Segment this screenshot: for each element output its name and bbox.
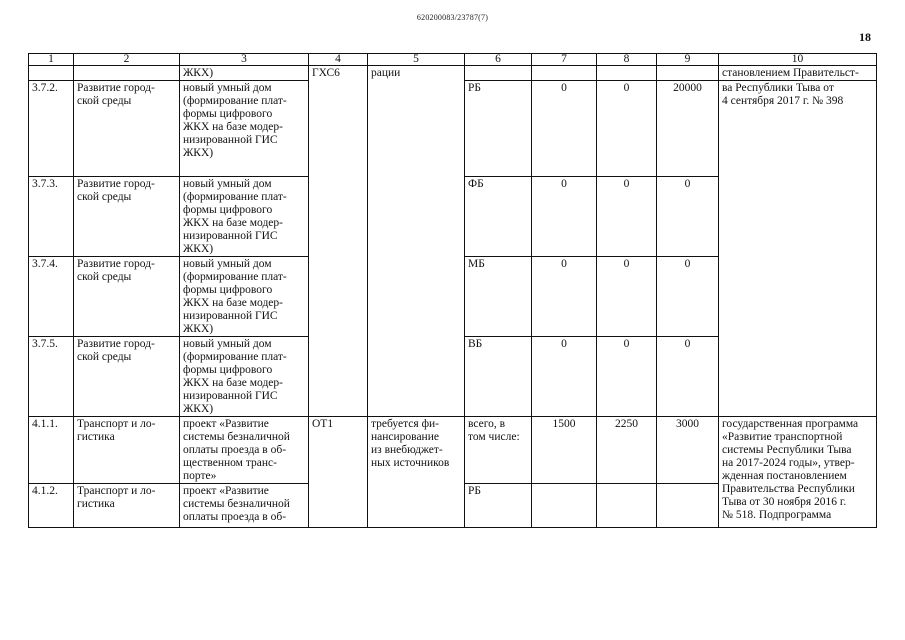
program-table (28, 53, 877, 528)
col-number-6: 6 (465, 54, 532, 66)
value-year-2 (597, 484, 657, 528)
document-id: 620200083/23787(7) (416, 13, 489, 22)
direction-name: Развитие город- ской среды (74, 177, 180, 257)
row-number: 3.7.3. (29, 177, 74, 257)
funding-source: всего, в том числе: (465, 417, 532, 484)
basis-document: государственная программа «Развитие транспортной системы Республики Тыва на 2017-2024 годы», утвер- жденная постановлением Правительства Республики Тыва от 30 ноября 2016 г. № 518. Подпрограмма (719, 417, 877, 528)
col-number-4: 4 (309, 54, 368, 66)
row-number: 3.7.4. (29, 257, 74, 337)
value-year-3: 20000 (657, 81, 719, 177)
value-year-2: 2250 (597, 417, 657, 484)
direction-name: Развитие город- ской среды (74, 337, 180, 417)
row-number: 4.1.2. (29, 484, 74, 528)
funding-source: МБ (465, 257, 532, 337)
col-number-3: 3 (180, 54, 309, 66)
basis-document: ва Республики Тыва от 4 сентября 2017 г. № 398 (719, 81, 877, 417)
col-number-1: 1 (29, 54, 74, 66)
row-number: 3.7.2. (29, 81, 74, 177)
value-year-1: 1500 (532, 417, 597, 484)
project-name: проект «Развитие системы безналичной оплаты проезда в об- (180, 484, 309, 528)
project-code: ОТ1 (309, 417, 368, 528)
cell-code-continuation: ГХС6 (309, 66, 368, 417)
value-year-3: 0 (657, 257, 719, 337)
project-name: новый умный дом (формирование плат- формы цифрового ЖКХ на базе модер- низированной ГИС ЖКХ) (180, 257, 309, 337)
value-year-1 (532, 484, 597, 528)
row-number: 4.1.1. (29, 417, 74, 484)
direction-name: Транспорт и ло- гистика (74, 417, 180, 484)
col-number-10: 10 (719, 54, 877, 66)
col-number-5: 5 (368, 54, 465, 66)
project-name: новый умный дом (формирование плат- формы цифрового ЖКХ на базе модер- низированной ГИС ЖКХ) (180, 177, 309, 257)
direction-name: Транспорт и ло- гистика (74, 484, 180, 528)
value-year-2: 0 (597, 257, 657, 337)
value-year-2: 0 (597, 177, 657, 257)
project-name: новый умный дом (формирование плат- формы цифрового ЖКХ на базе модер- низированной ГИС ЖКХ) (180, 337, 309, 417)
table-row-continuation (29, 66, 877, 81)
col-number-8: 8 (597, 54, 657, 66)
project-name: новый умный дом (формирование плат- формы цифрового ЖКХ на базе модер- низированной ГИС ЖКХ) (180, 81, 309, 177)
funding-note: требуется фи- нансирование из внебюджет- ных источников (368, 417, 465, 528)
funding-source: РБ (465, 484, 532, 528)
column-number-row (29, 54, 877, 66)
cell-project-continuation: ЖКХ) (180, 66, 309, 81)
value-year-3: 0 (657, 177, 719, 257)
direction-name: Развитие город- ской среды (74, 257, 180, 337)
value-year-3: 3000 (657, 417, 719, 484)
value-year-1: 0 (532, 257, 597, 337)
cell-empty (29, 66, 74, 81)
cell-empty (597, 66, 657, 81)
value-year-2: 0 (597, 337, 657, 417)
project-name: проект «Развитие системы безналичной оплаты проезда в об- щественном транс- порте» (180, 417, 309, 484)
cell-empty (74, 66, 180, 81)
cell-empty (532, 66, 597, 81)
col-number-2: 2 (74, 54, 180, 66)
funding-source: ВБ (465, 337, 532, 417)
funding-source: ФБ (465, 177, 532, 257)
value-year-1: 0 (532, 177, 597, 257)
direction-name: Развитие город- ской среды (74, 81, 180, 177)
value-year-1: 0 (532, 337, 597, 417)
value-year-3 (657, 484, 719, 528)
table-row (29, 417, 877, 484)
cell-empty (657, 66, 719, 81)
row-number: 3.7.5. (29, 337, 74, 417)
col-number-7: 7 (532, 54, 597, 66)
cell-empty (465, 66, 532, 81)
funding-source: РБ (465, 81, 532, 177)
cell-basis-continuation: становлением Правительст- (719, 66, 877, 81)
value-year-1: 0 (532, 81, 597, 177)
cell-note-continuation: рации (368, 66, 465, 417)
value-year-3: 0 (657, 337, 719, 417)
col-number-9: 9 (657, 54, 719, 66)
page-number: 18 (859, 30, 871, 44)
value-year-2: 0 (597, 81, 657, 177)
